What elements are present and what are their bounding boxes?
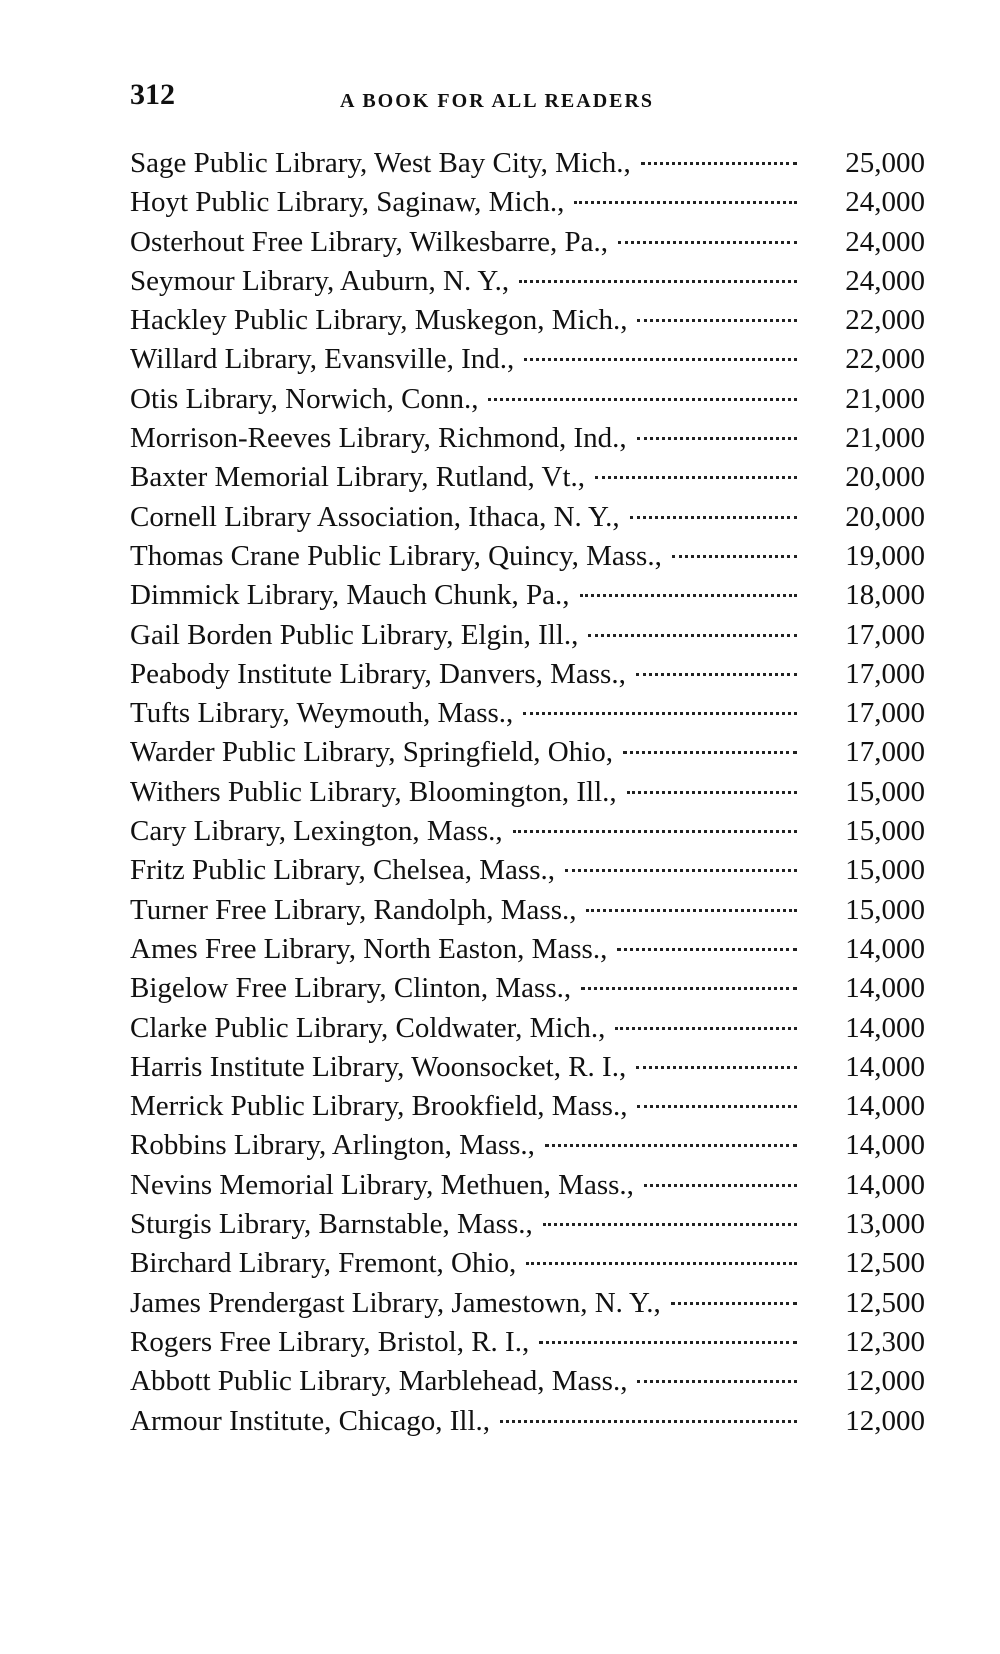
library-name: Rogers Free Library, Bristol, R. I., [130,1325,530,1358]
volume-count: 20,000 [845,461,925,494]
volume-count: 14,000 [845,1050,925,1083]
list-item [130,773,925,812]
library-name: Turner Free Library, Randolph, Mass., [130,893,577,926]
list-item [130,183,925,222]
list-item [130,891,925,930]
list-item [130,969,925,1008]
library-name: Birchard Library, Fremont, Ohio, [130,1247,517,1280]
library-name: Peabody Institute Library, Danvers, Mass., [130,657,626,690]
dot-leader [539,1341,797,1344]
dot-leader [623,751,797,754]
volume-count: 12,000 [845,1404,925,1437]
list-item [130,419,925,458]
library-name: Warder Public Library, Springfield, Ohio, [130,736,614,769]
list-item [130,537,925,576]
volume-count: 17,000 [845,618,925,651]
volume-count: 20,000 [845,500,925,533]
list-item [130,851,925,890]
dot-leader [574,201,797,204]
list-item [130,223,925,262]
list-item [130,1087,925,1126]
list-item [130,498,925,537]
library-name: Nevins Memorial Library, Methuen, Mass., [130,1168,634,1201]
dot-leader [644,1184,797,1187]
list-item [130,262,925,301]
dot-leader [671,1302,797,1305]
volume-count: 24,000 [845,225,925,258]
library-name: Merrick Public Library, Brookfield, Mass., [130,1090,628,1123]
list-item [130,812,925,851]
volume-count: 12,500 [845,1286,925,1319]
library-name: Cornell Library Association, Ithaca, N. Y., [130,500,620,533]
list-item [130,694,925,733]
list-item [130,576,925,615]
dot-leader [637,437,797,440]
library-name: Harris Institute Library, Woonsocket, R. I., [130,1050,627,1083]
volume-count: 12,500 [845,1247,925,1280]
volume-count: 14,000 [845,932,925,965]
page-header [130,78,925,118]
dot-leader [581,987,797,990]
dot-leader [524,358,797,361]
volume-count: 15,000 [845,775,925,808]
volume-count: 14,000 [845,1090,925,1123]
volume-count: 17,000 [845,697,925,730]
volume-count: 12,300 [845,1325,925,1358]
running-title: A BOOK FOR ALL READERS [340,90,655,112]
library-name: Sturgis Library, Barnstable, Mass., [130,1208,533,1241]
library-name: Hackley Public Library, Muskegon, Mich., [130,304,628,337]
library-name: Armour Institute, Chicago, Ill., [130,1404,491,1437]
library-name: Dimmick Library, Mauch Chunk, Pa., [130,579,570,612]
list-item [130,144,925,183]
library-name: Thomas Crane Public Library, Quincy, Mass., [130,539,662,572]
library-name: James Prendergast Library, Jamestown, N. Y., [130,1286,661,1319]
dot-leader [672,555,797,558]
volume-count: 14,000 [845,1168,925,1201]
list-item [130,1009,925,1048]
volume-count: 24,000 [845,264,925,297]
volume-count: 17,000 [845,736,925,769]
dot-leader [526,1262,797,1265]
list-item [130,1166,925,1205]
dot-leader [519,280,797,283]
list-item [130,1126,925,1165]
list-item [130,458,925,497]
list-item [130,340,925,379]
library-name: Osterhout Free Library, Wilkesbarre, Pa., [130,225,608,258]
list-item [130,1402,925,1441]
list-item [130,380,925,419]
dot-leader [636,673,797,676]
library-list [130,144,925,1441]
dot-leader [615,1027,797,1030]
dot-leader [637,319,797,322]
library-name: Fritz Public Library, Chelsea, Mass., [130,854,555,887]
library-name: Otis Library, Norwich, Conn., [130,382,479,415]
dot-leader [580,594,798,597]
library-name: Withers Public Library, Bloomington, Ill., [130,775,617,808]
dot-leader [565,869,797,872]
dot-leader [523,712,797,715]
list-item [130,930,925,969]
library-name: Baxter Memorial Library, Rutland, Vt., [130,461,586,494]
library-name: Sage Public Library, West Bay City, Mich., [130,147,631,179]
volume-count: 14,000 [845,1129,925,1162]
library-name: Morrison-Reeves Library, Richmond, Ind., [130,422,627,455]
list-item [130,1244,925,1283]
library-name: Ames Free Library, North Easton, Mass., [130,932,608,965]
dot-leader [595,476,797,479]
volume-count: 25,000 [845,147,925,179]
volume-count: 15,000 [845,893,925,926]
library-name: Robbins Library, Arlington, Mass., [130,1129,535,1162]
volume-count: 18,000 [845,579,925,612]
library-name: Bigelow Free Library, Clinton, Mass., [130,972,572,1005]
library-name: Cary Library, Lexington, Mass., [130,815,503,848]
library-name: Gail Borden Public Library, Elgin, Ill., [130,618,579,651]
volume-count: 24,000 [845,186,925,219]
volume-count: 19,000 [845,539,925,572]
list-item [130,733,925,772]
dot-leader [636,1066,797,1069]
list-item [130,1048,925,1087]
dot-leader [637,1105,797,1108]
dot-leader [500,1420,797,1423]
dot-leader [588,634,797,637]
dot-leader [627,791,797,794]
volume-count: 15,000 [845,854,925,887]
volume-count: 17,000 [845,657,925,690]
list-item [130,1323,925,1362]
list-item [130,1284,925,1323]
dot-leader [543,1223,797,1226]
dot-leader [513,830,797,833]
volume-count: 15,000 [845,815,925,848]
dot-leader [641,162,797,165]
volume-count: 22,000 [845,343,925,376]
volume-count: 14,000 [845,1011,925,1044]
page-number: 312 [130,78,175,111]
volume-count: 14,000 [845,972,925,1005]
library-name: Hoyt Public Library, Saginaw, Mich., [130,186,565,219]
list-item [130,655,925,694]
library-name: Tufts Library, Weymouth, Mass., [130,697,514,730]
list-item [130,301,925,340]
dot-leader [586,909,797,912]
library-name: Abbott Public Library, Marblehead, Mass., [130,1365,628,1398]
volume-count: 13,000 [845,1208,925,1241]
dot-leader [618,241,797,244]
library-name: Willard Library, Evansville, Ind., [130,343,515,376]
volume-count: 21,000 [845,382,925,415]
dot-leader [488,398,797,401]
volume-count: 21,000 [845,422,925,455]
list-item [130,616,925,655]
dot-leader [630,516,797,519]
list-item [130,1205,925,1244]
dot-leader [617,948,797,951]
list-item [130,1362,925,1401]
volume-count: 12,000 [845,1365,925,1398]
dot-leader [637,1380,797,1383]
library-name: Seymour Library, Auburn, N. Y., [130,264,510,297]
dot-leader [545,1144,797,1147]
library-name: Clarke Public Library, Coldwater, Mich., [130,1011,606,1044]
volume-count: 22,000 [845,304,925,337]
